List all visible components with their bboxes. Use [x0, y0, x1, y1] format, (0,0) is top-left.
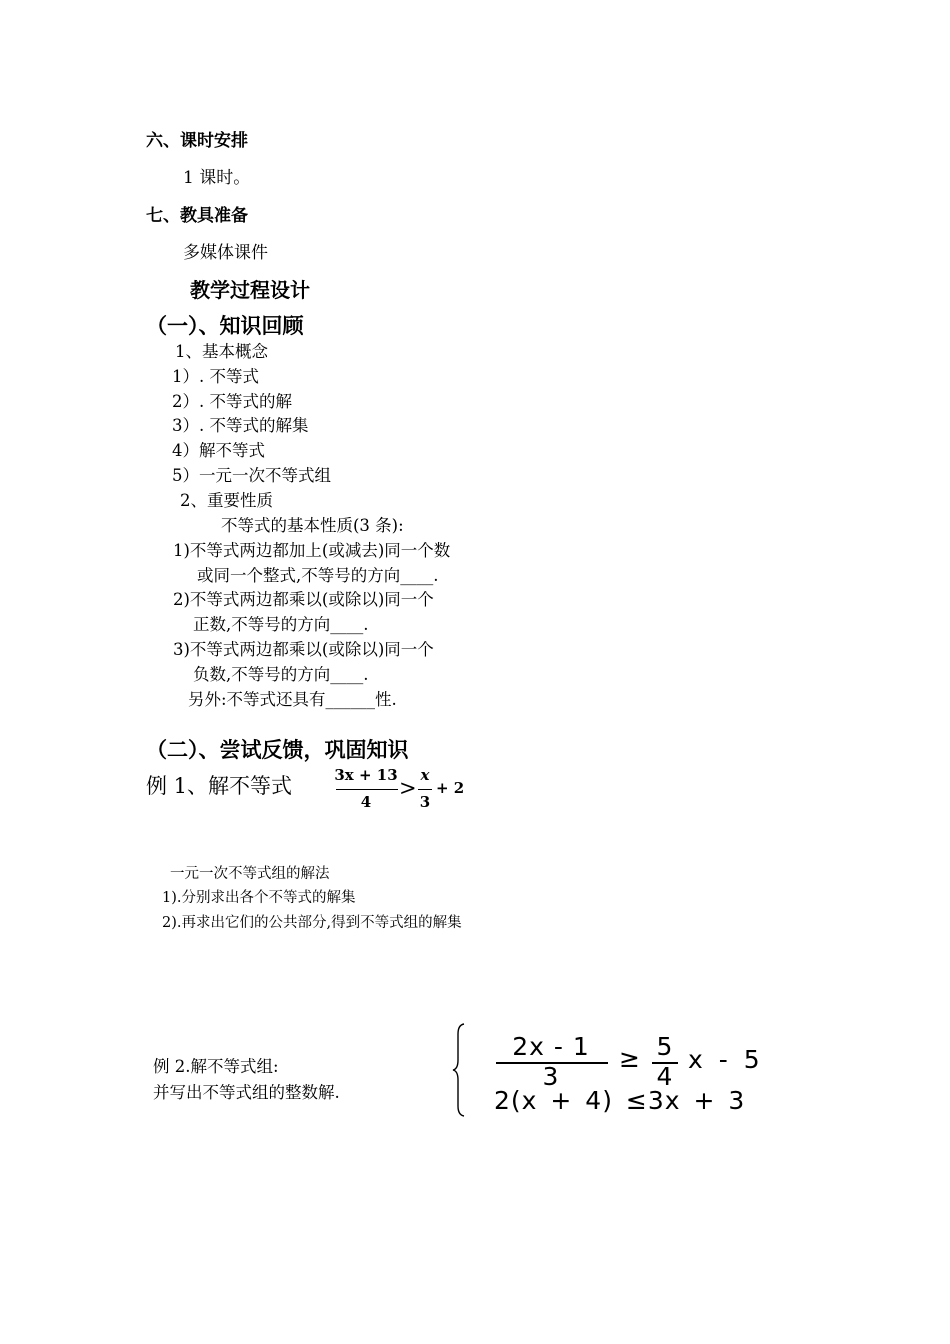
formula-left-bar: [336, 789, 398, 790]
concept-item: 3）. 不等式的解集: [172, 416, 309, 435]
formula-right-tail: + 2: [436, 779, 465, 797]
property-line: 或同一个整式,不等号的方向____.: [197, 566, 439, 585]
section-seven-body: 多媒体课件: [183, 243, 268, 263]
system-equation-1: [492, 1032, 812, 1091]
example2-line2: 并写出不等式组的整数解.: [153, 1083, 340, 1102]
concept-item: 5）一元一次不等式组: [172, 466, 331, 485]
concept-item: 4）解不等式: [172, 441, 265, 460]
eq1-numerator: 2x - 1: [512, 1032, 590, 1061]
property-line: 1)不等式两边都加上(或减去)同一个数: [173, 541, 451, 560]
formula-greater-sign: >: [399, 776, 417, 800]
part1-title: （一）、知识回顾: [146, 314, 304, 338]
method-title: 一元一次不等式组的解法: [170, 866, 330, 882]
property-line: 3)不等式两边都乘以(或除以)同一个: [173, 640, 434, 659]
formula-right-bar: [418, 789, 432, 790]
important-props-heading: 2、重要性质: [180, 491, 273, 510]
section-six-title: 六、课时安排: [146, 131, 248, 151]
eq1-denominator: 3: [542, 1062, 560, 1091]
property-line: 2)不等式两边都乘以(或除以)同一个: [173, 590, 434, 609]
formula-left-denominator: 4: [360, 793, 372, 811]
property-line: 正数,不等号的方向____.: [193, 615, 369, 634]
concept-item: 1）. 不等式: [172, 367, 259, 386]
formula-right-numerator: x: [420, 766, 430, 784]
property-line: 负数,不等号的方向____.: [193, 665, 369, 684]
example2-line1: 例 2.解不等式组:: [153, 1057, 279, 1076]
property-line: 另外:不等式还具有______性.: [188, 690, 397, 709]
part2-title: （二）、尝试反馈，巩固知识: [146, 738, 409, 762]
basic-concepts-heading: 1、基本概念: [175, 342, 268, 361]
eq1-coef-numerator: 5: [656, 1032, 674, 1061]
system-brace-icon: [450, 1022, 470, 1118]
eq1-tail: x - 5: [688, 1045, 761, 1074]
concept-item: 2）. 不等式的解: [172, 392, 292, 411]
formula-right-denominator: 3: [419, 793, 431, 811]
eq1-geq-sign: ≥: [619, 1044, 641, 1073]
design-title: 教学过程设计: [190, 278, 310, 302]
example1-formula: [334, 766, 474, 816]
section-six-body: 1 课时。: [183, 168, 251, 188]
method-step: 1).分别求出各个不等式的解集: [162, 890, 356, 906]
system-equation-2: 2(x + 4) ≤3x + 3: [494, 1086, 746, 1115]
formula-left-numerator: 3x + 13: [334, 766, 398, 784]
method-step: 2).再求出它们的公共部分,得到不等式组的解集: [162, 915, 462, 931]
eq1-coef-denominator: 4: [656, 1062, 674, 1091]
props-intro: 不等式的基本性质(3 条):: [221, 516, 404, 535]
section-seven-title: 七、教具准备: [146, 206, 248, 226]
example1-label: 例 1、解不等式: [146, 774, 293, 798]
